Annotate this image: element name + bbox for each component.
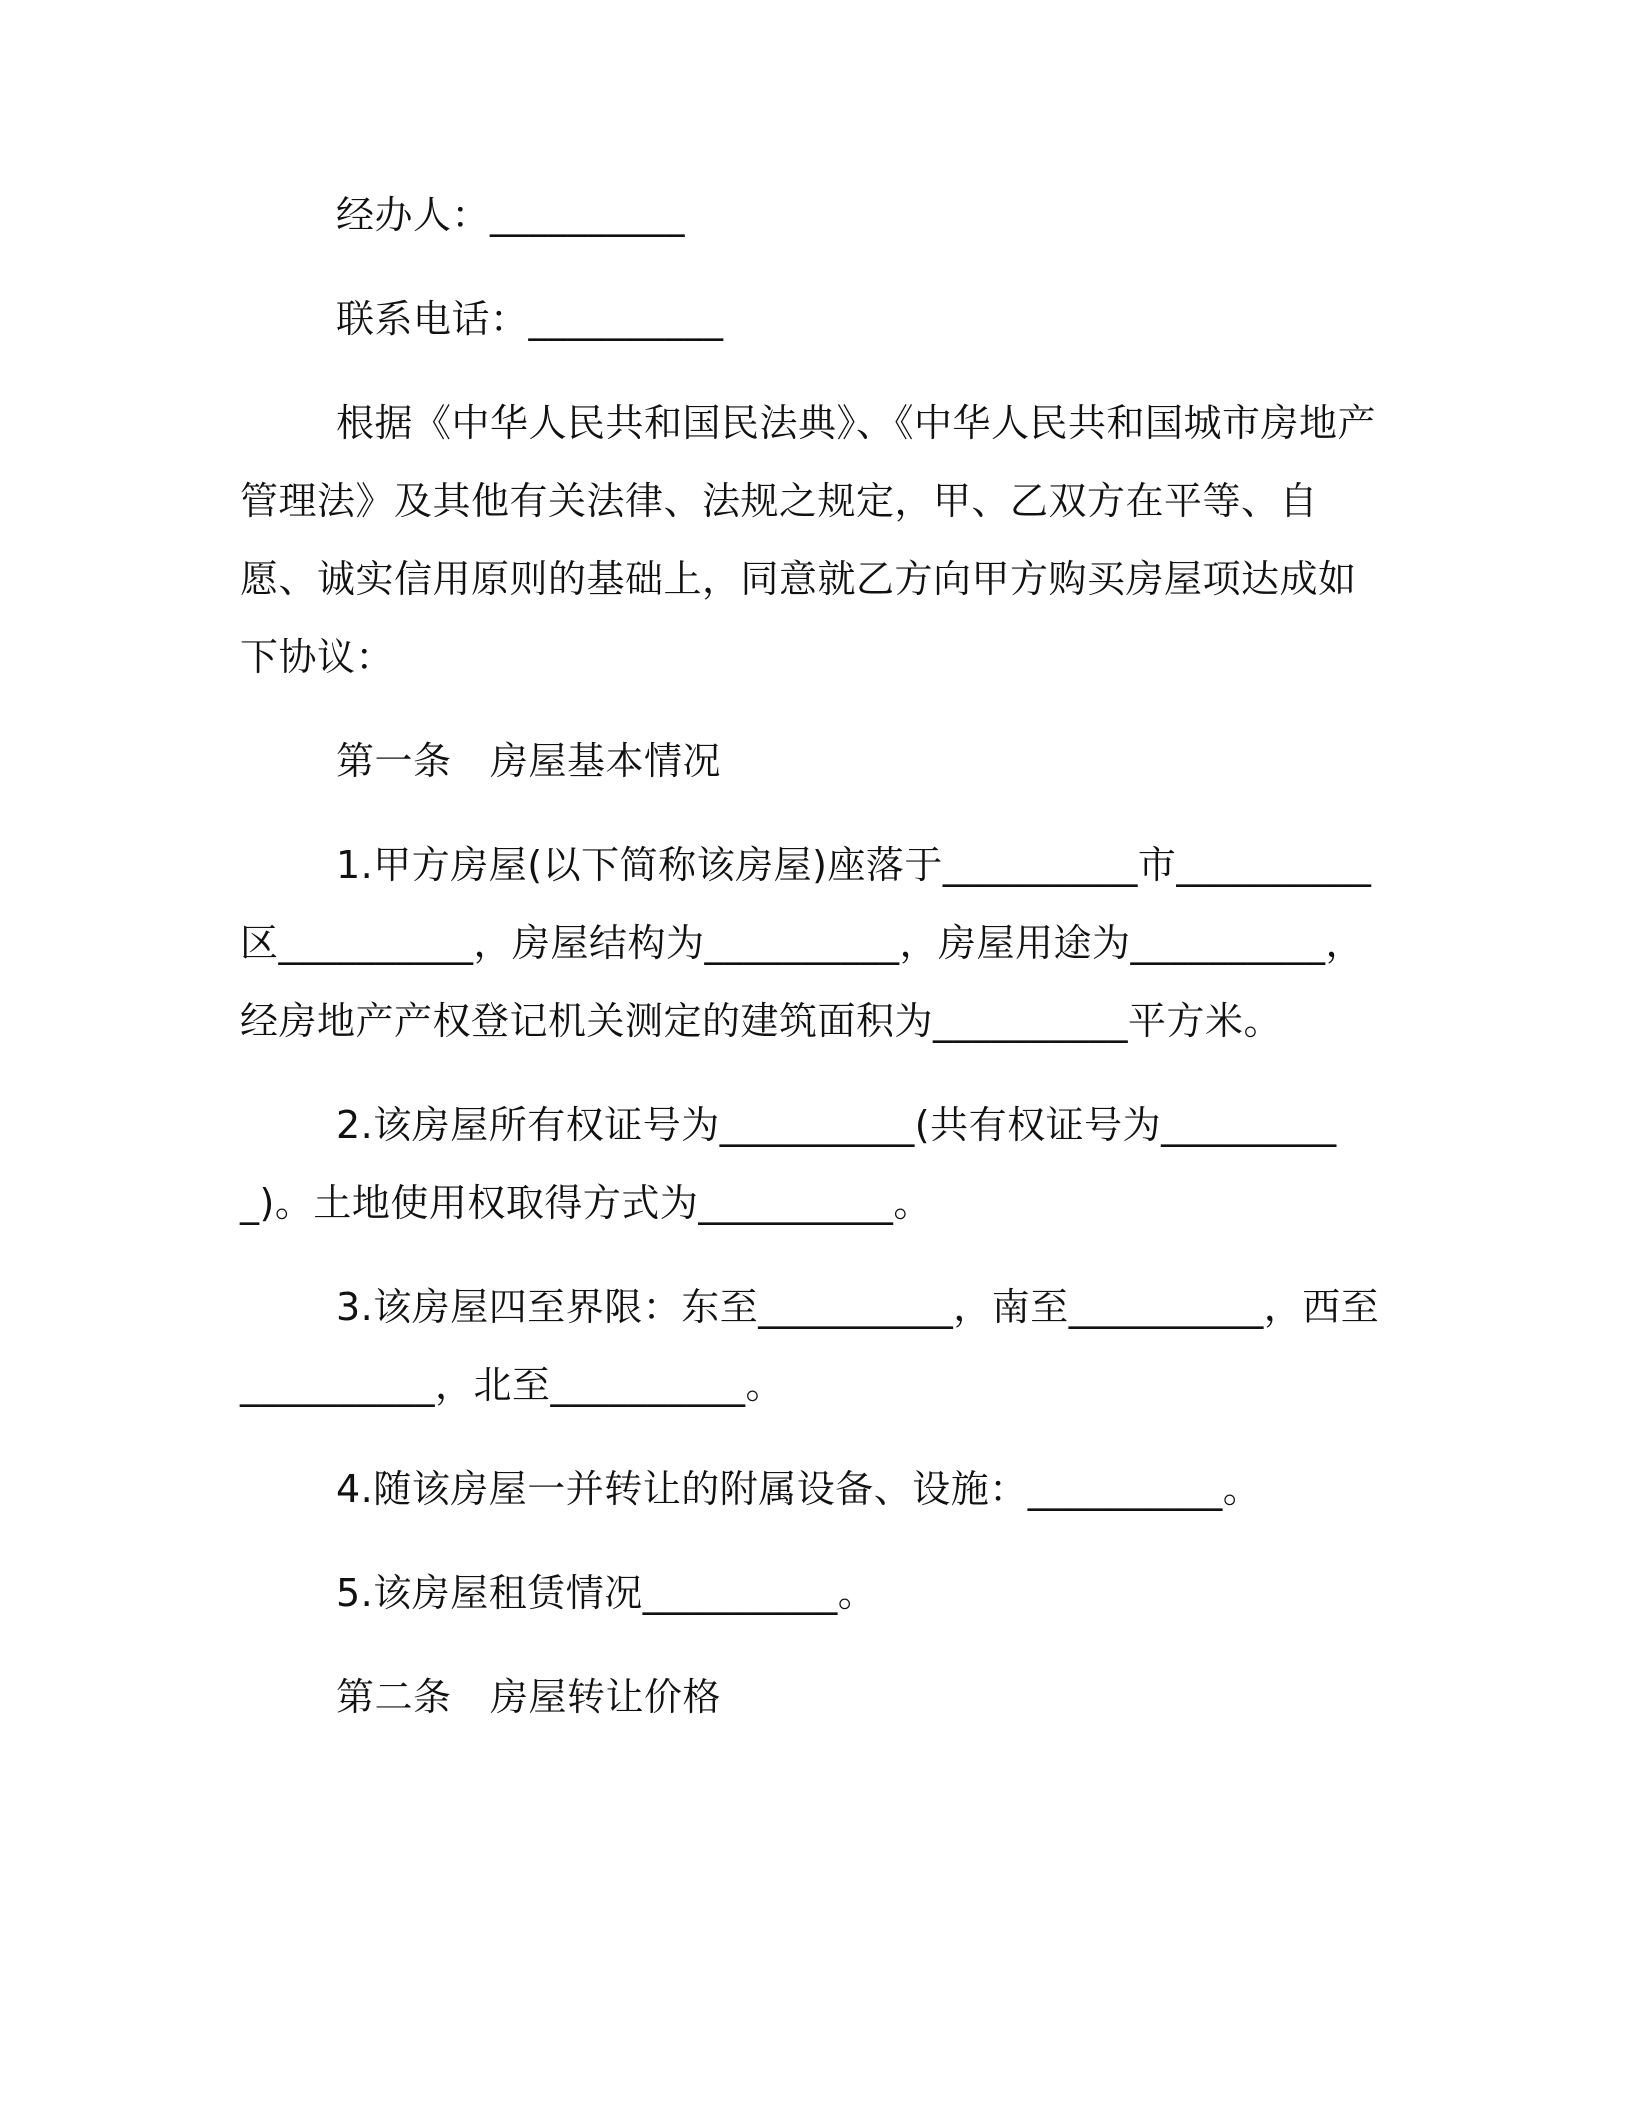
document-body xyxy=(240,176,1390,1762)
contact-phone-line: 联系电话：__________ xyxy=(336,297,724,341)
preamble-paragraph: 根据《中华人民共和国民法典》、《中华人民共和国城市房地产管理法》及其他有关法律、法规之规定，甲、乙双方在平等、自愿、诚实信用原则的基础上，同意就乙方向甲方购买房屋项达成如下协议： xyxy=(240,401,1377,679)
clause-2-certificate: 2.该房屋所有权证号为__________(共有权证号为__________)。土地使用权取得方式为__________。 xyxy=(240,1103,1337,1225)
article-1-heading: 第一条 房屋基本情况 xyxy=(336,739,722,783)
clause-4-facilities: 4.随该房屋一并转让的附属设备、设施：__________。 xyxy=(336,1467,1262,1511)
clause-5-lease: 5.该房屋租赁情况__________。 xyxy=(336,1571,877,1615)
article-2-heading: 第二条 房屋转让价格 xyxy=(336,1675,722,1719)
agent-line: 经办人：__________ xyxy=(336,193,686,237)
clause-3-boundaries: 3.该房屋四至界限：东至__________，南至__________，西至__________，北至__________。 xyxy=(240,1285,1380,1407)
clause-1-location: 1.甲方房屋(以下简称该房屋)座落于__________市__________区__________，房屋结构为__________，房屋用途为__________，经房地产产权登记机关测定的建筑面积为__________平方米。 xyxy=(240,843,1372,1043)
